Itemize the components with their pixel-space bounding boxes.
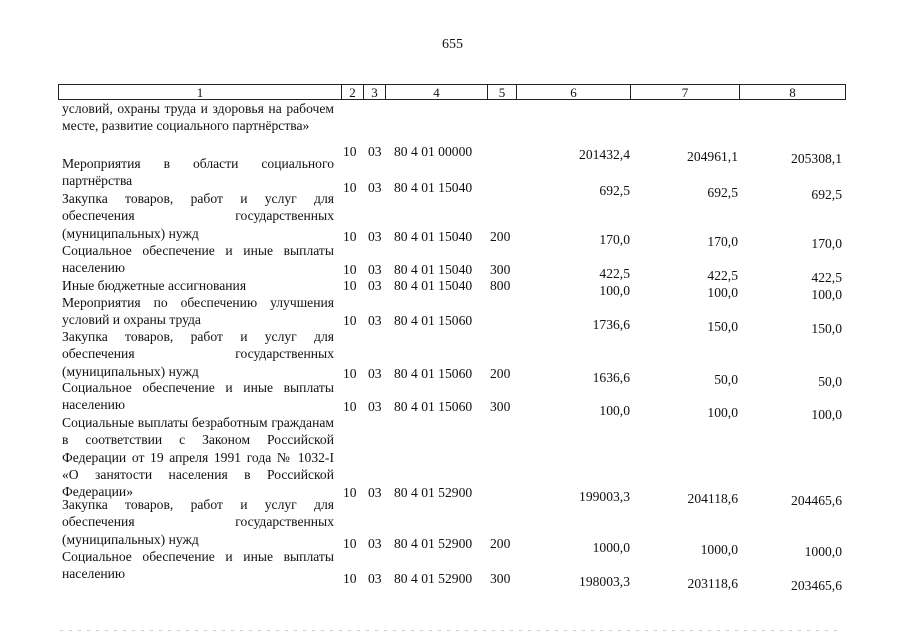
- page-number: 655: [442, 37, 463, 52]
- row-target-code: 80 4 01 52900: [394, 571, 473, 586]
- row-description: Мероприятия по обеспечению улучшения условий и охраны труда: [62, 295, 334, 328]
- row-section: 10: [343, 536, 357, 551]
- header-col-3: 3: [363, 84, 386, 100]
- row-target-code: 80 4 01 00000: [394, 144, 473, 159]
- row-section: 10: [343, 278, 357, 293]
- row-section: 10: [343, 262, 357, 277]
- row-subsection: 03: [368, 571, 382, 586]
- row-section: 10: [343, 399, 357, 414]
- row-value-col8: 100,0: [811, 287, 842, 302]
- row-value-col8: 422,5: [811, 270, 842, 285]
- header-col-4: 4: [385, 84, 488, 100]
- row-section: 10: [343, 313, 357, 328]
- row-target-code: 80 4 01 52900: [394, 536, 473, 551]
- row-subsection: 03: [368, 180, 382, 195]
- row-description: Иные бюджетные ассигнования: [62, 278, 247, 293]
- row-subsection: 03: [368, 229, 382, 244]
- row-target-code: 80 4 01 15040: [394, 278, 473, 293]
- row-section: 10: [343, 366, 357, 381]
- header-col-2: 2: [341, 84, 364, 100]
- row-value-col8: 170,0: [811, 236, 842, 251]
- row-value-col7: 50,0: [714, 372, 738, 387]
- row-section: 10: [343, 229, 357, 244]
- row-value-col8: 100,0: [811, 407, 842, 422]
- row-description: Закупка товаров, работ и услуг для обеспечения государственных (муниципальных) нужд: [62, 191, 334, 241]
- row-section: 10: [343, 485, 357, 500]
- row-expense-type: 200: [490, 536, 511, 551]
- row-expense-type: 300: [490, 571, 511, 586]
- row-subsection: 03: [368, 278, 382, 293]
- row-value-col7: 204961,1: [687, 149, 738, 164]
- row-expense-type: 800: [490, 278, 511, 293]
- row-target-code: 80 4 01 15040: [394, 180, 473, 195]
- row-description: Закупка товаров, работ и услуг для обеспечения государственных (муниципальных) нужд: [62, 329, 334, 379]
- row-subsection: 03: [368, 262, 382, 277]
- row-value-col6: 422,5: [599, 266, 630, 281]
- row-target-code: 80 4 01 15040: [394, 229, 473, 244]
- row-description: Социальное обеспечение и иные выплаты населению: [62, 549, 334, 582]
- row-expense-type: 300: [490, 262, 511, 277]
- header-col-7: 7: [630, 84, 740, 100]
- row-section: 10: [343, 571, 357, 586]
- row-subsection: 03: [368, 485, 382, 500]
- row-value-col6: 170,0: [599, 232, 630, 247]
- scan-noise-line: [60, 630, 840, 631]
- row-value-col7: 170,0: [707, 234, 738, 249]
- row-target-code: 80 4 01 15060: [394, 366, 473, 381]
- row-value-col7: 1000,0: [700, 542, 738, 557]
- row-value-col7: 422,5: [707, 268, 738, 283]
- row-expense-type: 300: [490, 399, 511, 414]
- row-value-col6: 1000,0: [592, 540, 630, 555]
- row-value-col6: 199003,3: [579, 489, 630, 504]
- row-value-col6: 692,5: [599, 183, 630, 198]
- row-value-col7: 204118,6: [687, 491, 738, 506]
- row-description: Социальное обеспечение и иные выплаты населению: [62, 243, 334, 276]
- row-section: 10: [343, 180, 357, 195]
- row-description: Социальное обеспечение и иные выплаты населению: [62, 380, 334, 413]
- row-value-col6: 198003,3: [579, 574, 630, 589]
- row-value-col7: 692,5: [707, 185, 738, 200]
- row-value-col7: 100,0: [707, 405, 738, 420]
- row-value-col7: 100,0: [707, 285, 738, 300]
- row-value-col6: 201432,4: [579, 147, 630, 162]
- row-description: Мероприятия в области социального партнёрства: [62, 156, 334, 189]
- row-target-code: 80 4 01 15060: [394, 313, 473, 328]
- row-value-col8: 50,0: [818, 374, 842, 389]
- row-description: Социальные выплаты безработным гражданам в соответствии с Законом Российской Федерации от 19 апреля 1991 года № 1032-I «О занятости населения в Российской Федерации»: [62, 415, 334, 500]
- row-target-code: 80 4 01 52900: [394, 485, 473, 500]
- row-subsection: 03: [368, 366, 382, 381]
- header-col-8: 8: [739, 84, 846, 100]
- row-value-col6: 1636,6: [592, 370, 630, 385]
- row-value-col8: 204465,6: [791, 493, 842, 508]
- row-value-col8: 150,0: [811, 321, 842, 336]
- header-col-5: 5: [487, 84, 517, 100]
- row-target-code: 80 4 01 15060: [394, 399, 473, 414]
- header-col-1: 1: [58, 84, 342, 100]
- row-value-col7: 150,0: [707, 319, 738, 334]
- row-subsection: 03: [368, 144, 382, 159]
- row-value-col8: 205308,1: [791, 151, 842, 166]
- header-col-6: 6: [516, 84, 631, 100]
- row-expense-type: 200: [490, 229, 511, 244]
- row-section: 10: [343, 144, 357, 159]
- row-subsection: 03: [368, 313, 382, 328]
- row-value-col8: 203465,6: [791, 578, 842, 593]
- row-value-col8: 1000,0: [804, 544, 842, 559]
- row-description: Закупка товаров, работ и услуг для обеспечения государственных (муниципальных) нужд: [62, 497, 334, 547]
- row-value-col7: 203118,6: [687, 576, 738, 591]
- row-expense-type: 200: [490, 366, 511, 381]
- row-value-col6: 100,0: [599, 403, 630, 418]
- row-subsection: 03: [368, 399, 382, 414]
- row-value-col8: 692,5: [811, 187, 842, 202]
- row-target-code: 80 4 01 15040: [394, 262, 473, 277]
- row-subsection: 03: [368, 536, 382, 551]
- row-description: условий, охраны труда и здоровья на рабочем месте, развитие социального партнёрства»: [62, 101, 334, 134]
- row-value-col6: 1736,6: [592, 317, 630, 332]
- row-value-col6: 100,0: [599, 283, 630, 298]
